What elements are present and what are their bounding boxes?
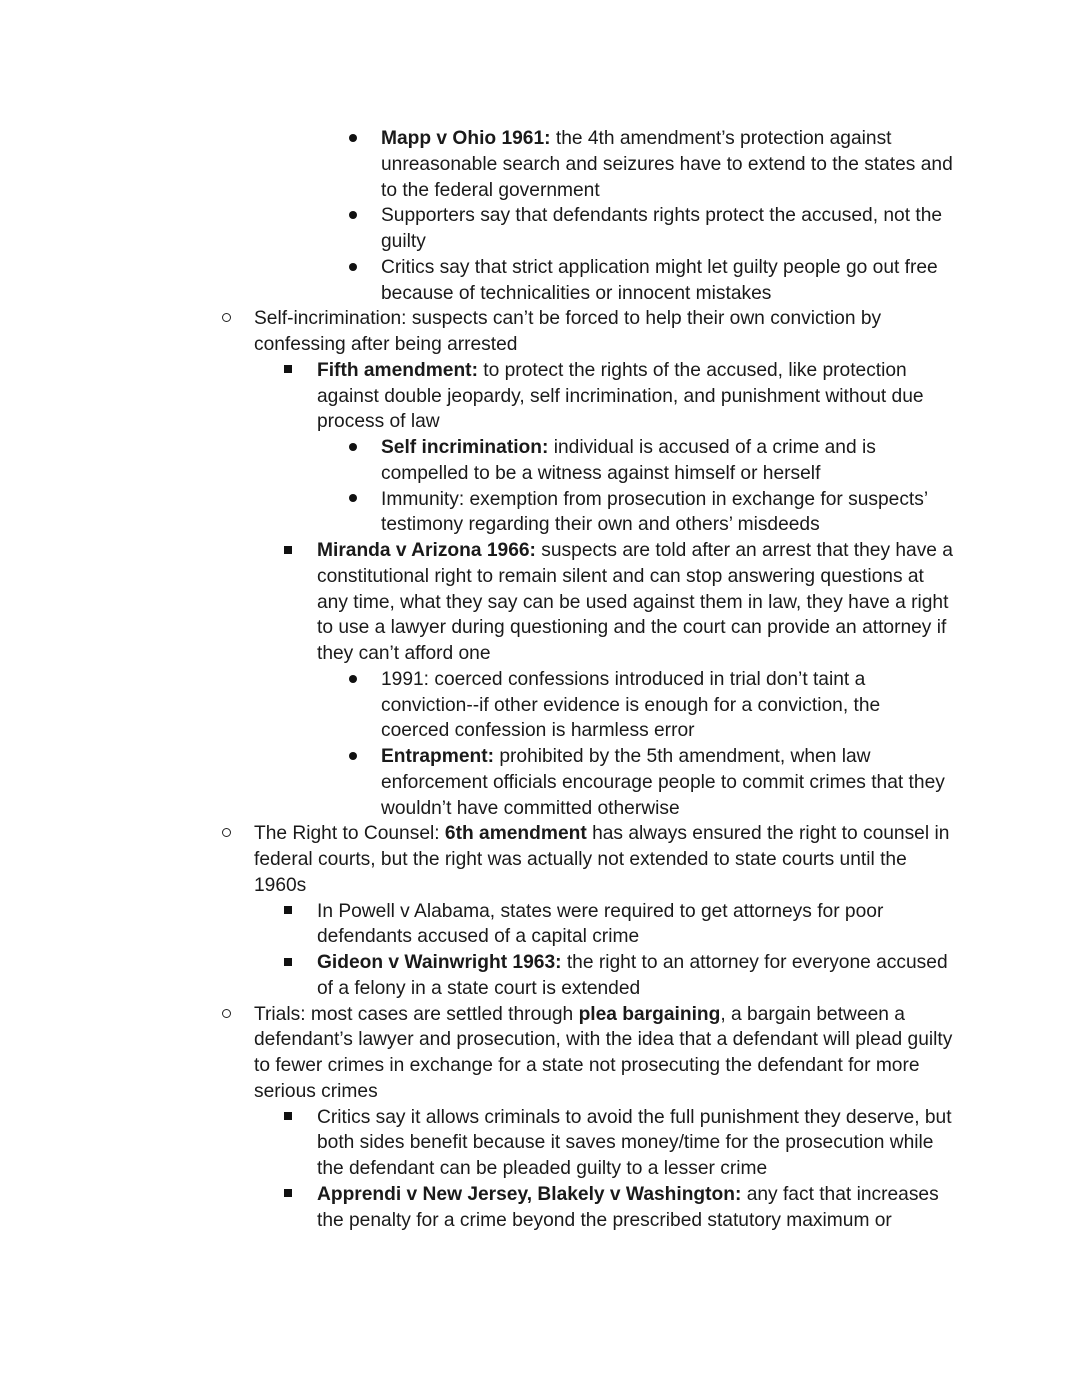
- dot-bullet-icon: [349, 744, 357, 770]
- bold-term: plea bargaining: [578, 1003, 721, 1025]
- body-text: individual is accused of a crime and is compelled to be a witness against himself or herself: [381, 437, 876, 484]
- outline-item-text: [317, 901, 883, 948]
- bold-term: Entrapment:: [381, 746, 494, 767]
- outline-item-level-1: [0, 1002, 954, 1105]
- dot-bullet-icon: [349, 126, 357, 152]
- bold-term: 6th amendment: [444, 823, 587, 845]
- outline-item-text: [317, 1107, 952, 1180]
- square-bullet-icon: [284, 899, 292, 925]
- outline-item-level-3: [0, 744, 953, 821]
- outline-item-text: [317, 540, 953, 664]
- outline-item-level-2: [0, 1182, 953, 1234]
- square-bullet-icon: [284, 358, 292, 384]
- body-text: Supporters say that defendants rights protect the accused, not the guilty: [381, 205, 943, 252]
- outline-item-level-2: [0, 950, 953, 1002]
- outline-item-text: [254, 823, 949, 896]
- outline-item-text: [381, 437, 876, 484]
- hollow-circle-bullet-icon: [222, 1002, 231, 1028]
- outline-item-text: [381, 489, 927, 536]
- outline-item-text: [254, 308, 881, 355]
- outline-item-level-2: [0, 1105, 953, 1182]
- outline-list: [0, 126, 1080, 1233]
- outline-item-text: [381, 205, 942, 252]
- body-text: Immunity: exemption from prosecution in exchange for suspects’ testimony regarding their own and others’ misdeeds: [381, 488, 928, 536]
- dot-bullet-icon: [349, 203, 357, 229]
- outline-item-level-3: [0, 667, 953, 744]
- outline-item-level-3: [0, 435, 953, 487]
- outline-item-text: [381, 669, 880, 742]
- outline-item-level-2: [0, 899, 953, 951]
- outline-item-text: [381, 746, 945, 819]
- outline-item-level-3: [0, 255, 953, 307]
- bold-term: Fifth amendment:: [317, 359, 478, 381]
- document-page: [0, 126, 1080, 1233]
- body-text: 1991: coerced confessions introduced in trial don’t taint a conviction--if other evidence is enough for a conviction, the coerced confession is harmless error: [381, 668, 881, 742]
- hollow-circle-bullet-icon: [222, 306, 231, 332]
- outline-item-level-3: [0, 126, 953, 203]
- body-text: suspects are told after an arrest that they have a constitutional right to remain silent and can stop answering questions at any time, what they say can be used against them in law, they have a right to use a lawyer during questioning and the court can provide an attorney if they can’t afford one: [317, 540, 953, 664]
- outline-item-level-2: [0, 358, 953, 435]
- outline-item-level-3: [0, 203, 953, 255]
- outline-item-text: [381, 257, 938, 304]
- body-text: Trials: most cases are settled through: [254, 1003, 579, 1025]
- body-text: Critics say that strict application might let guilty people go out free because of technicalities or innocent mistakes: [381, 256, 938, 304]
- outline-item-text: [317, 360, 924, 433]
- outline-item-text: [254, 1004, 952, 1102]
- body-text: any fact that increases the penalty for a crime beyond the prescribed statutory maximum or: [317, 1183, 939, 1231]
- dot-bullet-icon: [349, 487, 357, 513]
- outline-item-level-1: [0, 306, 954, 358]
- square-bullet-icon: [284, 1105, 292, 1131]
- hollow-circle-bullet-icon: [222, 821, 231, 847]
- outline-item-level-3: [0, 487, 953, 539]
- dot-bullet-icon: [349, 255, 357, 281]
- bold-term: Self incrimination:: [381, 437, 549, 458]
- body-text: to protect the rights of the accused, like protection against double jeopardy, self incrimination, and punishment without due process of law: [317, 359, 924, 433]
- body-text: the right to an attorney for everyone accused of a felony in a state court is extended: [317, 952, 948, 999]
- body-text: has always ensured the right to counsel in federal courts, but the right was actually not extended to state courts until the 1960s: [254, 823, 950, 896]
- body-text: Self-incrimination: suspects can’t be forced to help their own conviction by confessing after being arrested: [254, 308, 882, 355]
- body-text: , a bargain between a defendant’s lawyer and prosecution, with the idea that a defendant will plead guilty to fewer crimes in exchange for a state not prosecuting the defendant for more serious crimes: [254, 1003, 953, 1102]
- square-bullet-icon: [284, 1182, 292, 1208]
- bold-term: Miranda v Arizona 1966:: [317, 540, 536, 561]
- square-bullet-icon: [284, 950, 292, 976]
- body-text: Critics say it allows criminals to avoid the full punishment they deserve, but both sides benefit because it saves money/time for the prosecution while the defendant can be pleaded guilty to a lesser crime: [317, 1106, 952, 1179]
- bold-term: Gideon v Wainwright 1963:: [317, 952, 562, 973]
- body-text: prohibited by the 5th amendment, when law enforcement officials encourage people to commit crimes that they wouldn’t have committed otherwise: [381, 746, 945, 819]
- bold-term: Mapp v Ohio 1961:: [381, 128, 551, 149]
- dot-bullet-icon: [349, 435, 357, 461]
- outline-item-text: [317, 1184, 939, 1231]
- body-text: In Powell v Alabama, states were required to get attorneys for poor defendants accused of a capital crime: [317, 900, 884, 948]
- square-bullet-icon: [284, 538, 292, 564]
- outline-item-level-1: [0, 821, 954, 898]
- outline-item-text: [317, 952, 948, 999]
- dot-bullet-icon: [349, 667, 357, 693]
- bold-term: Apprendi v New Jersey, Blakely v Washington:: [317, 1183, 742, 1205]
- outline-item-text: [381, 128, 953, 201]
- body-text: The Right to Counsel:: [254, 823, 445, 845]
- outline-item-level-2: [0, 538, 953, 667]
- body-text: the 4th amendment’s protection against unreasonable search and seizures have to extend to the states and to the federal government: [381, 128, 953, 201]
